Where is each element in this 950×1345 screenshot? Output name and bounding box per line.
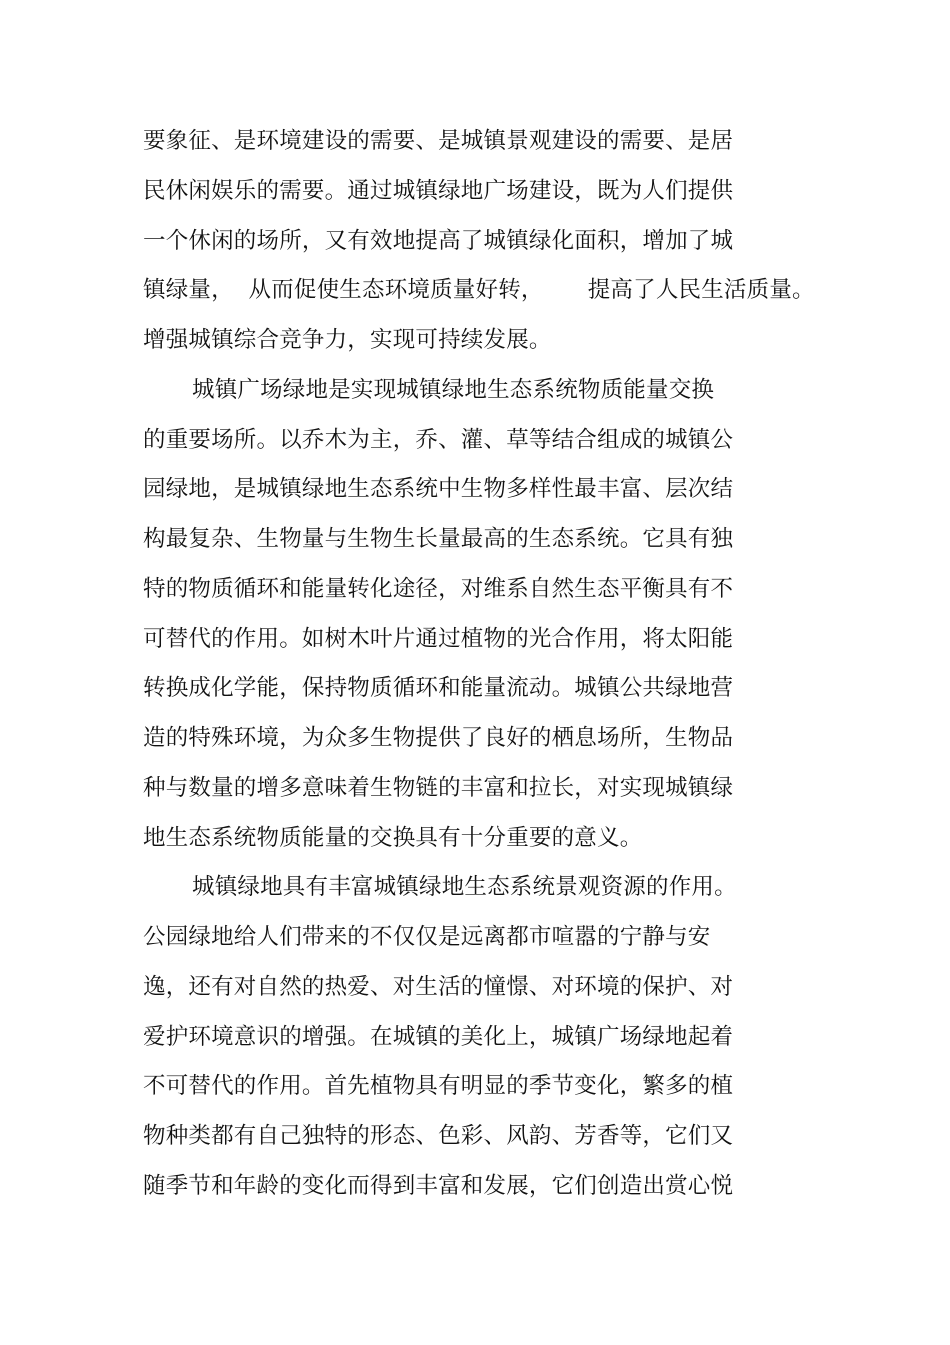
text-line: 构最复杂、生物量与生物生长量最高的生态系统。它具有独 (143, 526, 734, 552)
text-line: 可替代的作用。如树木叶片通过植物的光合作用，将太阳能 (143, 626, 734, 652)
text-line: 一个休闲的场所，又有效地提高了城镇绿化面积，增加了城 (143, 228, 734, 254)
text-line: 园绿地，是城镇绿地生态系统中生物多样性最丰富、层次结 (143, 476, 734, 502)
text-line: 镇绿量， 从而促使生态环境质量好转， 提高了人民生活质量。 (143, 277, 815, 303)
text-line: 种与数量的增多意味着生物链的丰富和拉长，对实现城镇绿 (143, 775, 734, 801)
text-line: 物种类都有自己独特的形态、色彩、风韵、芳香等，它们又 (143, 1123, 734, 1149)
text-line: 的重要场所。以乔木为主，乔、灌、草等结合组成的城镇公 (143, 427, 734, 453)
text-line: 地生态系统物质能量的交换具有十分重要的意义。 (143, 825, 643, 851)
text-line: 要象征、是环境建设的需要、是城镇景观建设的需要、是居 (143, 128, 734, 154)
text-line: 随季节和年龄的变化而得到丰富和发展，它们创造出赏心悦 (143, 1173, 734, 1199)
text-line: 增强城镇综合竞争力，实现可持续发展。 (143, 327, 552, 353)
paragraph-first-line: 城镇绿地具有丰富城镇绿地生态系统景观资源的作用。 (192, 874, 737, 900)
text-line: 造的特殊环境，为众多生物提供了良好的栖息场所，生物品 (143, 725, 734, 751)
paragraph-first-line: 城镇广场绿地是实现城镇绿地生态系统物质能量交换 (192, 377, 715, 403)
text-line: 民休闲娱乐的需要。通过城镇绿地广场建设，既为人们提供 (143, 178, 734, 204)
text-line: 转换成化学能，保持物质循环和能量流动。城镇公共绿地营 (143, 675, 734, 701)
text-line: 不可替代的作用。首先植物具有明显的季节变化，繁多的植 (143, 1073, 734, 1099)
text-line: 爱护环境意识的增强。在城镇的美化上，城镇广场绿地起着 (143, 1024, 734, 1050)
text-line: 公园绿地给人们带来的不仅仅是远离都市喧嚣的宁静与安 (143, 924, 711, 950)
text-line: 逸，还有对自然的热爱、对生活的憧憬、对环境的保护、对 (143, 974, 734, 1000)
text-line: 特的物质循环和能量转化途径，对维系自然生态平衡具有不 (143, 576, 734, 602)
